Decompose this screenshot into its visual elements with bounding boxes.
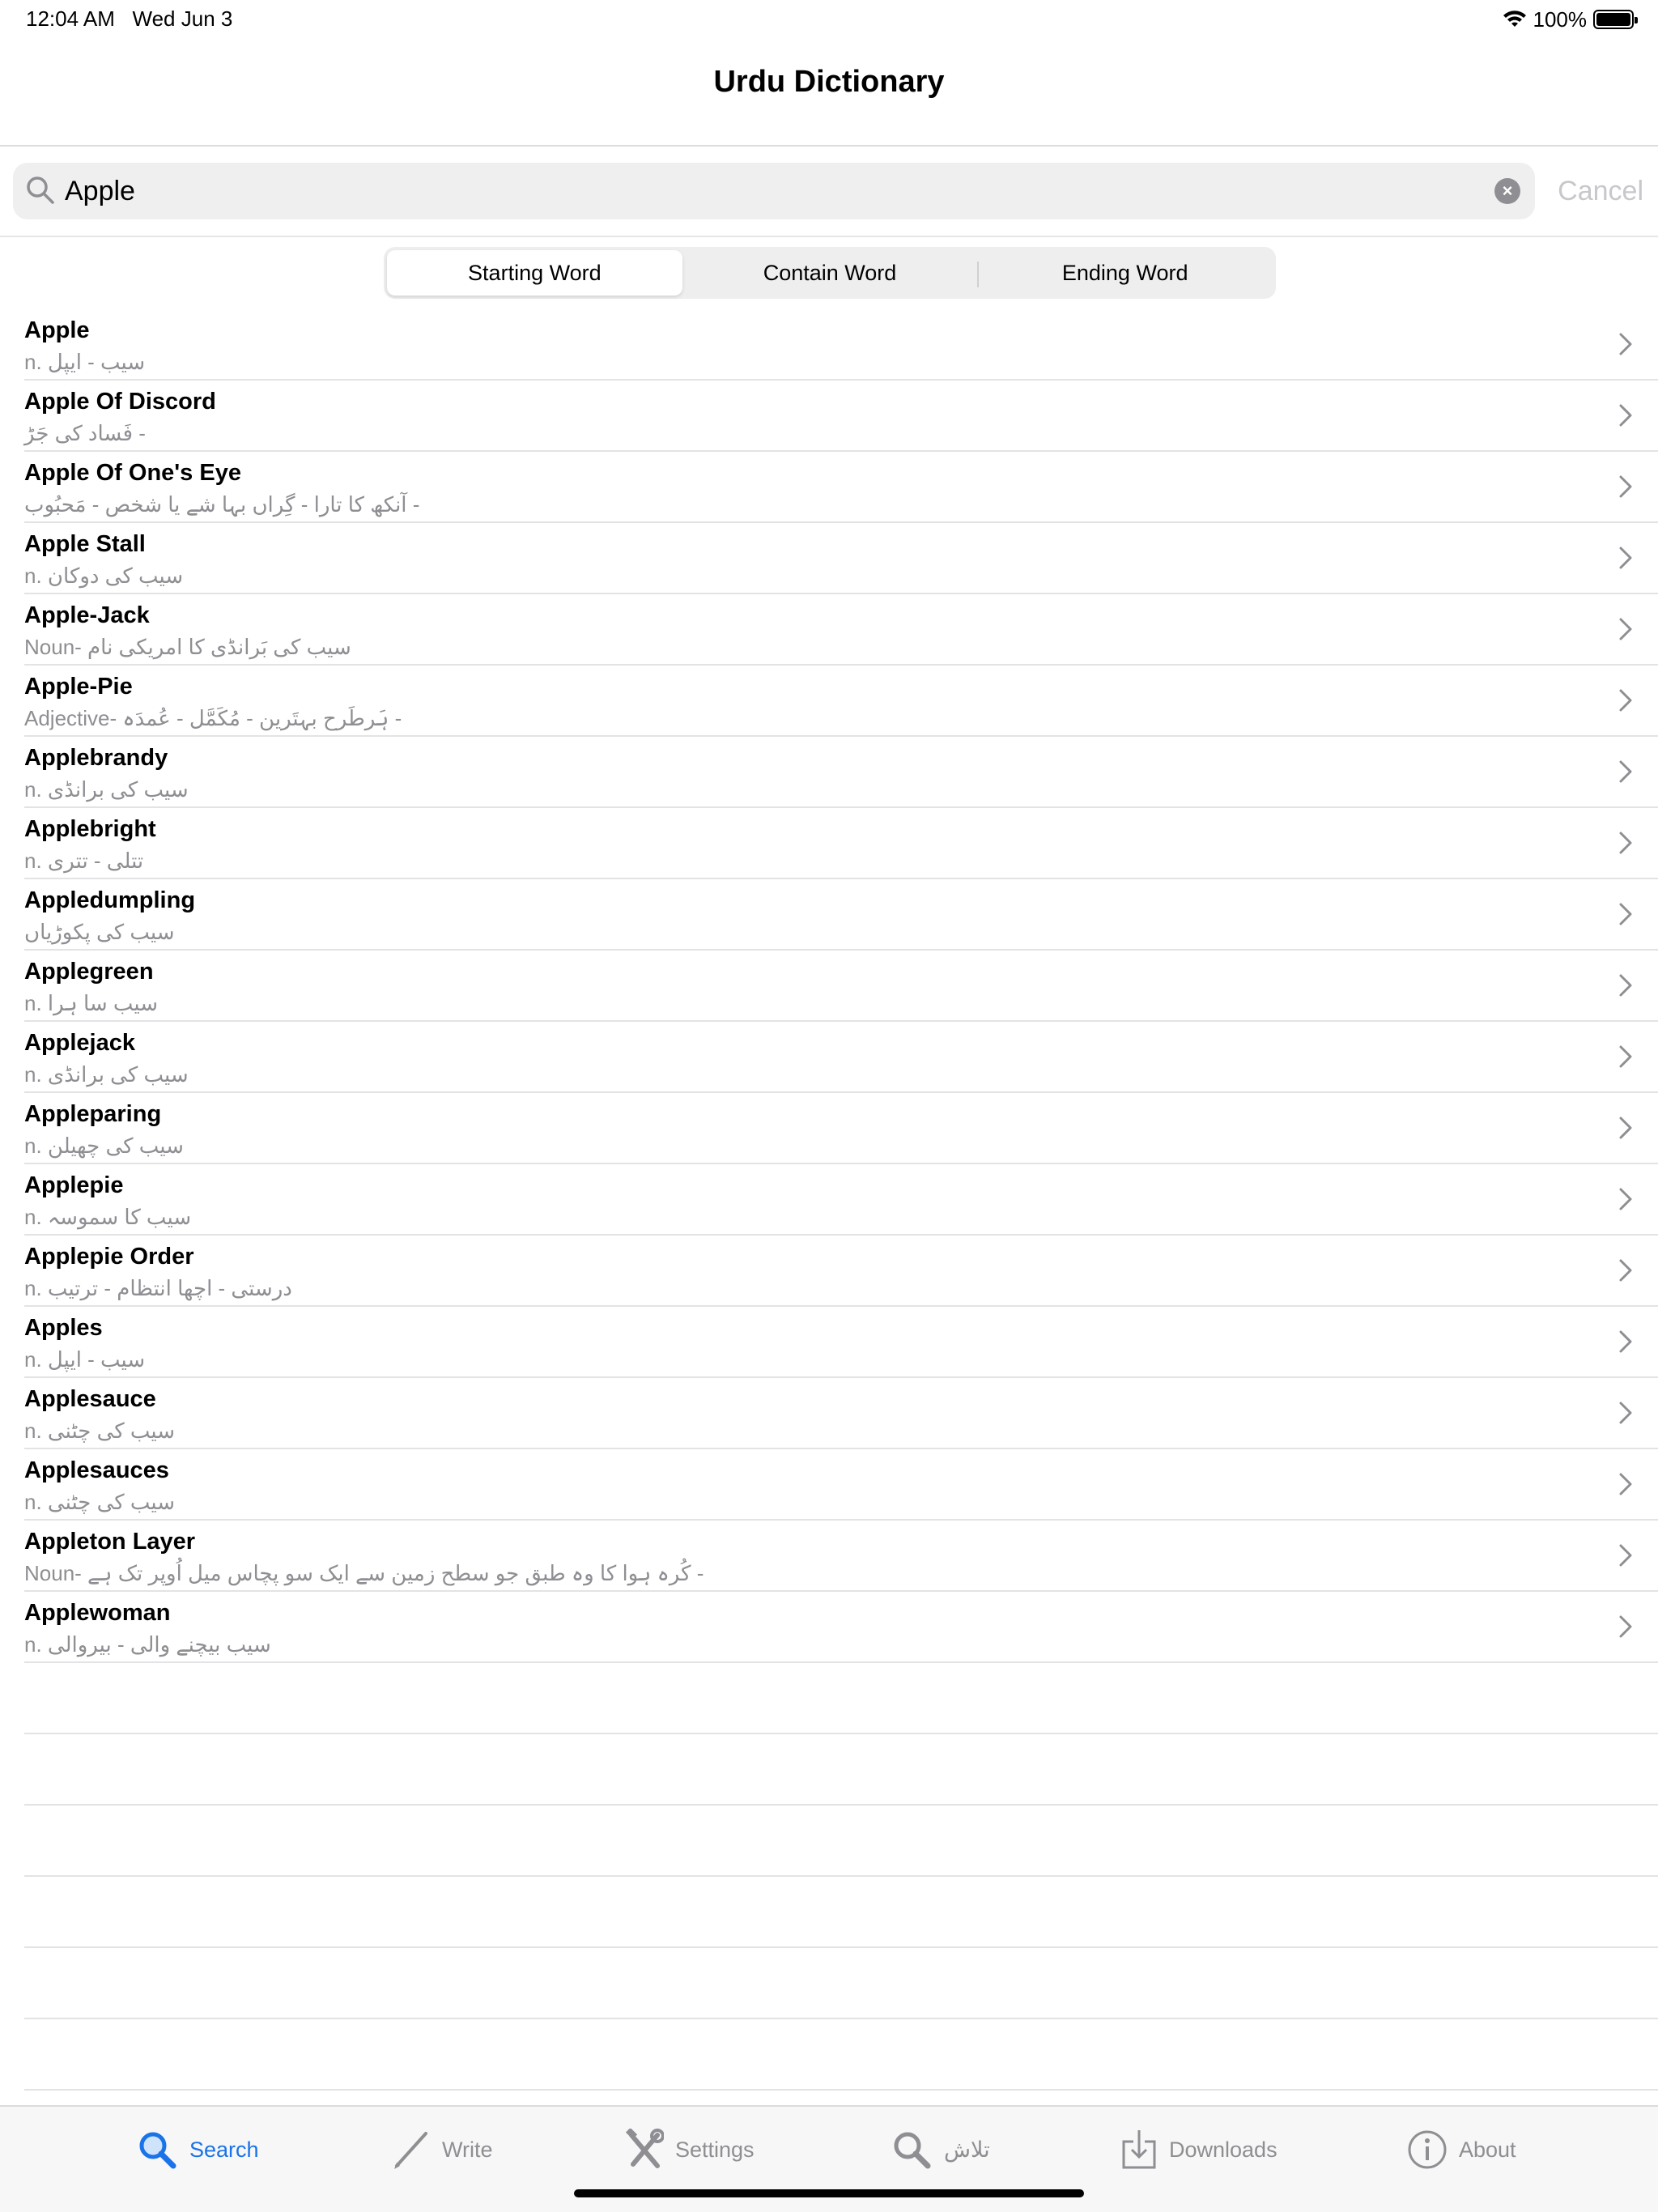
chevron-right-icon [1618, 1329, 1634, 1354]
word-title: Applebrandy [24, 745, 168, 771]
tab-label: Downloads [1169, 2137, 1278, 2162]
search-icon [891, 2129, 933, 2171]
word-meaning: n. درستی - اچھا انتظام - ترتیب [24, 1276, 292, 1300]
home-indicator[interactable] [574, 2189, 1084, 2197]
word-title: Apple [24, 317, 90, 343]
word-meaning: n. سیب کی چھیلن [24, 1134, 184, 1158]
word-meaning: n. سیب کی برانڈی [24, 1062, 189, 1087]
chevron-right-icon [1618, 831, 1634, 855]
search-mode-segmented-control [384, 247, 1276, 299]
word-title: Appleparing [24, 1101, 162, 1127]
page-title: Urdu Dictionary [713, 65, 945, 99]
list-item[interactable] [24, 594, 1658, 666]
list-item[interactable] [24, 452, 1658, 523]
list-item[interactable] [24, 1521, 1658, 1592]
word-meaning: n. سیب کا سموسہ [24, 1205, 192, 1229]
chevron-right-icon [1618, 1401, 1634, 1425]
download-icon [1120, 2129, 1158, 2171]
word-title: Apple-Jack [24, 602, 150, 628]
search-icon [24, 174, 57, 206]
word-title: Applepie [24, 1172, 124, 1198]
tab-downloads[interactable] [1120, 2121, 1278, 2178]
word-meaning: n. سیب کی چٹنی [24, 1419, 176, 1443]
empty-row [24, 1877, 1658, 1948]
word-title: Apple Stall [24, 531, 146, 557]
chevron-right-icon [1618, 1614, 1634, 1639]
word-title: Applegreen [24, 959, 154, 985]
wifi-icon [1503, 10, 1527, 29]
chevron-right-icon [1618, 902, 1634, 926]
word-meaning: فَساد کی جَڑ - [24, 421, 146, 445]
word-title: Applejack [24, 1030, 135, 1056]
word-title: Applesauces [24, 1457, 169, 1483]
word-meaning: n. تتلی - تتری [24, 849, 144, 873]
list-item[interactable] [24, 808, 1658, 879]
word-title: Apple-Pie [24, 674, 133, 700]
chevron-right-icon [1618, 617, 1634, 641]
search-icon [136, 2129, 178, 2171]
empty-row [24, 2019, 1658, 2091]
word-meaning: n. سیب کی چٹنی [24, 1490, 176, 1514]
battery-percent: 100% [1533, 6, 1587, 32]
word-title: Applesauce [24, 1386, 156, 1412]
empty-row [24, 1948, 1658, 2019]
list-item[interactable] [24, 1164, 1658, 1236]
tools-icon [625, 2129, 664, 2171]
chevron-right-icon [1618, 546, 1634, 570]
status-bar [0, 0, 1658, 39]
status-time: 12:04 AM Wed Jun 3 [26, 6, 233, 31]
word-meaning: n. سیب - ایپل [24, 1347, 146, 1372]
word-meaning: n. سیب - ایپل [24, 350, 146, 374]
list-item[interactable] [24, 666, 1658, 737]
chevron-right-icon [1618, 1187, 1634, 1211]
tab-write[interactable] [392, 2121, 493, 2178]
word-title: Appleton Layer [24, 1529, 196, 1555]
tab-urdu-search[interactable] [891, 2121, 990, 2178]
word-meaning: n. سیب کی دوکان [24, 564, 184, 588]
segment-ending-word[interactable]: Ending Word [977, 250, 1273, 296]
word-meaning: آنکھ کا تارا - گِراں بہا شے یا شخص - مَحبُوب - [24, 492, 420, 517]
list-item[interactable] [24, 951, 1658, 1022]
list-item[interactable] [24, 523, 1658, 594]
tab-label: Write [442, 2137, 493, 2162]
tab-label: About [1459, 2137, 1516, 2162]
tab-about[interactable] [1407, 2121, 1516, 2178]
list-item[interactable] [24, 1592, 1658, 1663]
clear-icon[interactable]: × [1494, 178, 1520, 204]
word-title: Apple Of One's Eye [24, 460, 241, 486]
word-meaning: Adjective- ہَرطَرح بہتَرین - مُکَمَّل - عُمدَہ - [24, 706, 402, 730]
chevron-right-icon [1618, 688, 1634, 713]
list-item[interactable] [24, 879, 1658, 951]
segment-starting-word[interactable]: Starting Word [387, 250, 682, 296]
chevron-right-icon [1618, 973, 1634, 998]
list-item[interactable] [24, 1236, 1658, 1307]
word-meaning: n. سیب سا ہرا [24, 991, 159, 1015]
word-title: Applebright [24, 816, 156, 842]
cancel-button[interactable]: Cancel [1558, 176, 1643, 206]
word-meaning: سیب کی پکوڑیاں [24, 920, 175, 944]
list-item[interactable] [24, 1307, 1658, 1378]
segment-contain-word[interactable]: Contain Word [763, 260, 897, 285]
search-divider [0, 236, 1658, 237]
word-title: Applepie Order [24, 1244, 194, 1270]
tab-settings[interactable] [625, 2121, 755, 2178]
chevron-right-icon [1618, 1044, 1634, 1069]
chevron-right-icon [1618, 759, 1634, 784]
word-title: Appledumpling [24, 887, 196, 913]
results-list [0, 309, 1658, 2091]
chevron-right-icon [1618, 403, 1634, 428]
info-icon [1407, 2129, 1448, 2170]
list-item[interactable] [24, 1022, 1658, 1093]
tab-label: Search [189, 2137, 259, 2162]
tab-search[interactable] [136, 2121, 259, 2178]
word-title: Apple Of Discord [24, 389, 216, 415]
chevron-right-icon [1618, 474, 1634, 499]
status-indicators [1503, 6, 1635, 32]
list-item[interactable] [24, 381, 1658, 452]
search-input[interactable] [63, 169, 1439, 213]
list-item[interactable] [24, 1378, 1658, 1449]
chevron-right-icon [1618, 332, 1634, 356]
word-meaning: n. سیب کی برانڈی [24, 777, 189, 802]
word-meaning: n. سیب بیچنے والی - بیروالی [24, 1632, 271, 1657]
word-title: Apples [24, 1315, 103, 1341]
tab-label: Settings [675, 2137, 755, 2162]
empty-row [24, 1806, 1658, 1877]
word-meaning: Noun- کُرہ ہوا کا وہ طبق جو سطح زمین سے ایک سو پچاس میل اُوپر تک ہے - [24, 1561, 704, 1585]
search-bar [0, 147, 1658, 236]
battery-icon [1593, 10, 1634, 29]
empty-row [24, 1734, 1658, 1806]
chevron-right-icon [1618, 1472, 1634, 1496]
list-item[interactable] [24, 1449, 1658, 1521]
pen-icon [392, 2129, 431, 2171]
tab-label: تلاش [944, 2137, 990, 2162]
word-meaning: Noun- سیب کی بَرانڈی کا امریکی نام [24, 635, 351, 659]
chevron-right-icon [1618, 1543, 1634, 1568]
empty-row [24, 1663, 1658, 1734]
list-item[interactable] [24, 1093, 1658, 1164]
list-item[interactable] [24, 309, 1658, 381]
list-item[interactable] [24, 737, 1658, 808]
chevron-right-icon [1618, 1116, 1634, 1140]
word-title: Applewoman [24, 1600, 171, 1626]
chevron-right-icon [1618, 1258, 1634, 1283]
search-field[interactable] [13, 163, 1535, 219]
